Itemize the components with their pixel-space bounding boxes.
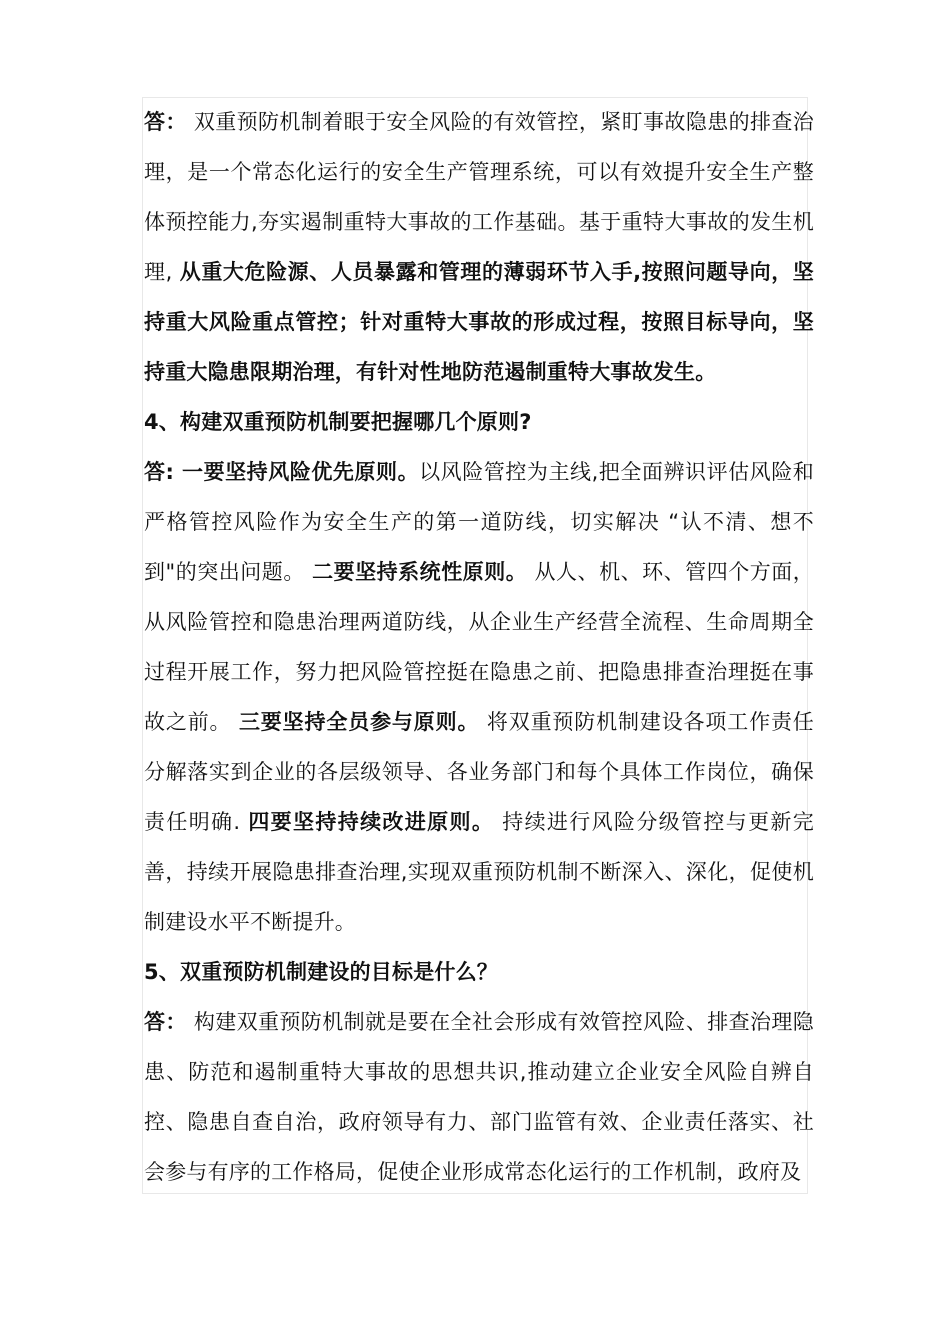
question-text: 4、构建双重预防机制要把握哪几个原则?: [144, 410, 532, 434]
principle-three-text: 将双重预防机制建设各项工作责任分解落实到企业的各层级领导、各业务部门和每个具体工作岗位，确保责任明确.: [144, 710, 815, 834]
principle-two-text: 从人、机、环、管四个方面，从风险管控和隐患治理两道防线，从企业生产经营全流程、生命周期全过程开展工作，努力把风险管控挺在隐患之前、把隐患排查治理挺在事故之前。: [144, 560, 815, 734]
answer-text: 双重预防机制着眼于安全风险的有效管控，紧盯事故隐患的排查治理，是一个常态化运行的安全生产管理系统，可以有效提升安全生产整体预控能力,夯实遏制重特大事故的工作基础。基于重特大事故的发生机理,: [144, 110, 814, 284]
principle-two-heading: 二要坚持系统性原则。: [312, 560, 528, 584]
principle-three-heading: 三要坚持全员参与原则。: [238, 710, 480, 734]
answer-paragraph-5: [144, 997, 814, 1197]
question-text: 5、双重预防机制建设的目标是什么？: [144, 960, 499, 984]
answer-label: 答：: [144, 1010, 187, 1034]
answer-label: 答：: [144, 110, 187, 134]
principle-one-heading: 答: 一要坚持风险优先原则。: [144, 460, 420, 484]
question-heading-5: [144, 947, 814, 997]
principle-four-heading: 四要坚持持续改进原则。: [248, 810, 495, 834]
question-heading-4: [144, 397, 814, 447]
answer-paragraph-4: [144, 447, 814, 947]
document-body: [144, 97, 814, 1197]
principle-four-text: 持续进行风险分级管控与更新完善，持续开展隐患排查治理,实现双重预防机制不断深入、深化，促使机制建设水平不断提升。: [144, 810, 814, 934]
answer-emphasis: 从重大危险源、人员暴露和管理的薄弱环节入手,按照问题导向，坚持重大风险重点管控；针对重特大事故的形成过程，按照目标导向，坚持重大隐患限期治理，有针对性地防范遏制重特大事故发生。: [144, 260, 814, 384]
answer-text: 构建双重预防机制就是要在全社会形成有效管控风险、排查治理隐患、防范和遏制重特大事故的思想共识,推动建立企业安全风险自辨自控、隐患自查自治，政府领导有力、部门监管有效、企业责任落实、社会参与有序的工作格局，促使企业形成常态化运行的工作机制，政府及: [144, 1010, 814, 1184]
principle-one-text: 以风险管控为主线,把全面辨识评估风险和严格管控风险作为安全生产的第一道防线，切实解决 “认不清、想不到"的突出问题。: [144, 460, 814, 584]
answer-paragraph-3: [144, 97, 814, 397]
